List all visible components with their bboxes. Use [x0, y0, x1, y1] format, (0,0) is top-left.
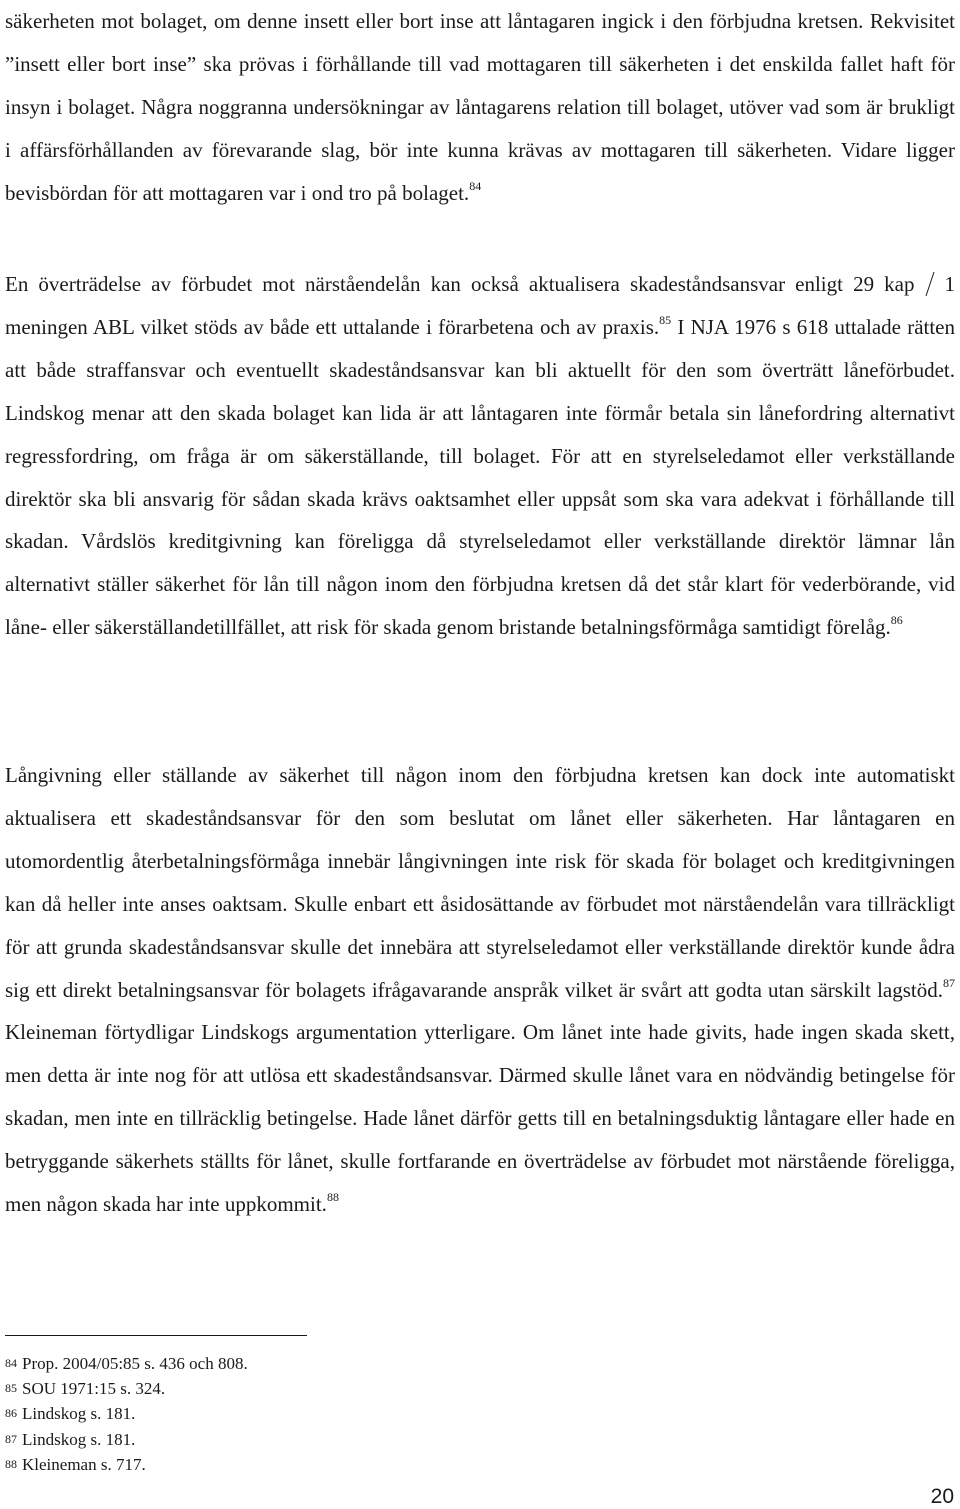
paragraph-2-text-part-1: En överträdelse av förbudet mot närståendelån kan också aktualisera skadeståndsansvar enligt 29 kap	[5, 272, 915, 296]
paragraph-2-text-part-3: I NJA 1976 s 618 uttalade rätten att både straffansvar och eventuellt skadeståndsansvar kan bli aktuellt för den som överträtt låneförbudet. Lindskog menar att den skada bolaget kan lida är att låntagaren inte förmår betala sin lånefordring alternativt regressfordring, om fråga är om säkerställande, till bolaget. För att en styrelseledamot eller verkställande direktör ska bli ansvarig för sådan skada krävs oaktsamhet eller uppsåt som ska vara adekvat i förhållande till skadan. Vårdslös kreditgivning kan föreligga då styrelseledamot eller verkställande direktör lämnar lån alternativt ställer säkerhet för lån till någon inom den förbjudna kretsen då det står klart för vederbörande, vid låne- eller säkerställandetillfället, att risk för skada genom bristande betalningsförmåga samtidigt förelåg.	[5, 314, 956, 640]
footnote-item	[5, 1376, 248, 1401]
footnote-number: 84	[5, 1356, 17, 1370]
footnote-ref-85: 85	[659, 312, 672, 327]
paragraph-3-text-part-2: Kleineman förtydligar Lindskogs argumentation ytterligare. Om lånet inte hade givits, hade ingen skada skett, men detta är inte nog för att utlösa ett skadeståndsansvar. Därmed skulle lånet vara en nödvändig betingelse för skadan, men inte en tillräcklig betingelse. Hade lånet därför getts till en betalningsduktig låntagare eller hade en betryggande säkerhets ställts för lånet, skulle fortfarande en överträdelse av förbudet mot närstående föreligga, men någon skada har inte uppkommit.	[5, 1020, 955, 1217]
footnote-ref-86: 86	[890, 613, 903, 628]
footnote-text: SOU 1971:15 s. 324.	[22, 1379, 166, 1399]
footnote-item	[5, 1427, 248, 1452]
footnote-ref-84: 84	[469, 178, 482, 193]
footnote-text: Lindskog s. 181.	[22, 1429, 136, 1449]
section-sign-icon	[925, 271, 935, 297]
page-number: 20	[930, 1485, 954, 1508]
paragraph-2-text-part-2: 1 meningen ABL vilket stöds av både ett uttalande i förarbetena och av praxis.	[5, 272, 955, 339]
footnote-item	[5, 1351, 248, 1376]
footnote-number: 85	[5, 1381, 17, 1396]
footnote-item	[5, 1401, 248, 1426]
footnote-ref-88: 88	[326, 1190, 339, 1205]
footnote-number: 88	[5, 1456, 17, 1471]
footnote-text: Prop. 2004/05:85 s. 436 och 808.	[22, 1354, 248, 1373]
footnote-separator	[5, 1335, 307, 1336]
footnote-number: 87	[5, 1431, 17, 1446]
footnote-item	[5, 1452, 248, 1477]
footnote-list	[5, 1351, 248, 1477]
footnote-number: 86	[5, 1406, 17, 1421]
footnote-ref-87: 87	[943, 975, 955, 990]
paragraph-3-text-part-1: Långivning eller ställande av säkerhet till någon inom den förbjudna kretsen kan dock inte automatiskt aktualisera ett skadeståndsansvar för den som beslutat om lånet eller säkerheten. Har låntagaren en utomordentlig återbetalningsförmåga innebär långivningen inte risk för skada för bolaget och kreditgivningen kan då heller inte anses oaktsam. Skulle enbart ett åsidosättande av förbudet mot närståendelån vara tillräckligt för att grunda skadeståndsansvar skulle det innebära att styrelseledamot eller verkställande direktör kunde ådra sig ett direkt betalningsansvar för bolagets ifrågavarande anspråk vilket är svårt att godta utan särskilt lagstöd.	[5, 763, 955, 1002]
paragraph-3	[5, 754, 955, 1226]
paragraph-2	[5, 263, 955, 649]
footnote-text: Lindskog s. 181.	[22, 1404, 136, 1424]
footnote-text: Kleineman s. 717.	[22, 1454, 146, 1474]
paragraph-1-text: säkerheten mot bolaget, om denne insett eller bort inse att låntagaren ingick i den förbjudna kretsen. Rekvisitet ”insett eller bort inse” ska prövas i förhållande till vad mottagaren till säkerheten i det enskilda fallet haft för insyn i bolaget. Några noggranna undersökningar av låntagarens relation till bolaget, utöver vad som är brukligt i affärsförhållanden av förevarande slag, bör inte kunna krävas av mottagaren till säkerheten. Vidare ligger bevisbördan för att mottagaren var i ond tro på bolaget.	[5, 9, 955, 205]
paragraph-1	[5, 0, 955, 215]
